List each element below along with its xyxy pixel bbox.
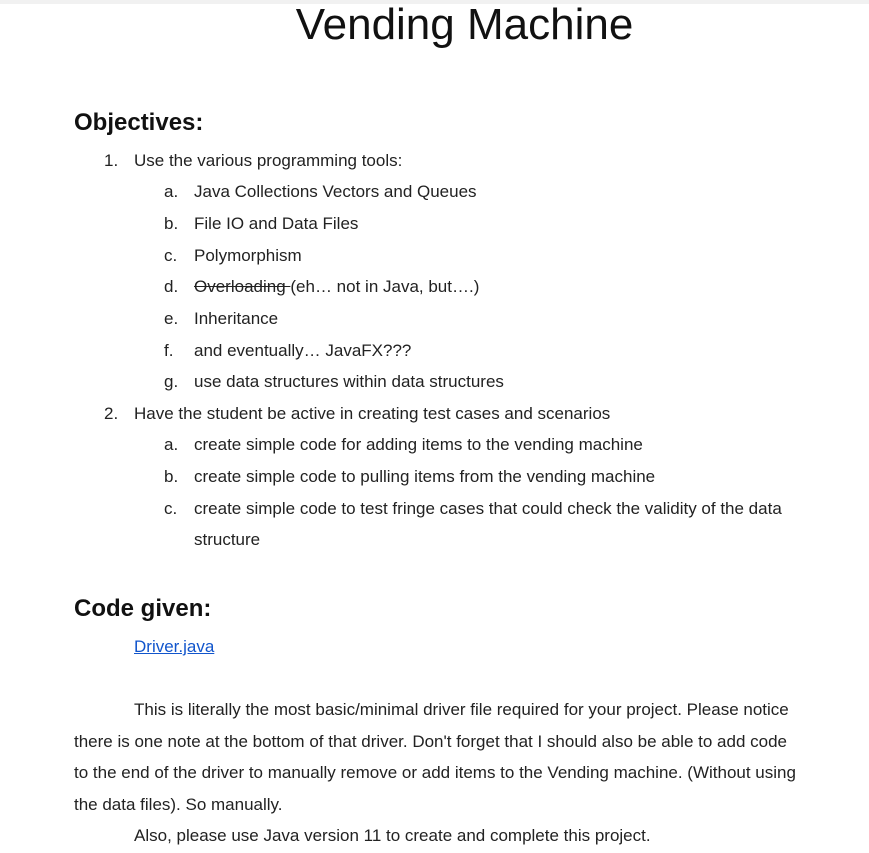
sub-list-item-text: create simple code to test fringe cases that could check the validity of the data: [194, 499, 782, 518]
sub-list-item-text: [194, 276, 479, 298]
driver-java-link[interactable]: Driver.java: [134, 637, 215, 656]
paragraph-line: there is one note at the bottom of that driver. Don't forget that I should also be able to add code: [74, 732, 787, 751]
list-marker: d.: [164, 277, 179, 296]
list-marker: 1.: [104, 151, 119, 170]
list-item-text: Have the student be active in creating test cases and scenarios: [134, 404, 611, 423]
sub-list-item-text: Java Collections Vectors and Queues: [194, 182, 477, 201]
list-marker: b.: [164, 467, 179, 486]
sub-list-item-text: create simple code to pulling items from the vending machine: [194, 467, 656, 486]
paragraph-line: to the end of the driver to manually remove or add items to the Vending machine. (Without using: [74, 763, 796, 782]
sub-list-item-text-continued: structure: [194, 530, 261, 549]
list-marker: c.: [164, 246, 178, 265]
sub-list-item-text: File IO and Data Files: [194, 214, 359, 233]
list-marker: a.: [164, 435, 179, 454]
sub-list-item-text: and eventually… JavaFX???: [194, 341, 412, 360]
list-marker: a.: [164, 182, 179, 201]
sub-list-item-text: use data structures within data structures: [194, 372, 504, 391]
document-title: Vending Machine: [295, 0, 634, 49]
paragraph-line: the data files). So manually.: [74, 795, 283, 814]
list-marker: e.: [164, 309, 179, 328]
list-marker: c.: [164, 499, 178, 518]
code-given-heading: Code given:: [74, 595, 212, 622]
remainder-text: (eh… not in Java, but….): [290, 277, 480, 296]
sub-list-item-text: Polymorphism: [194, 246, 302, 265]
list-marker: f.: [164, 341, 174, 360]
sub-list-item-text: Inheritance: [194, 309, 279, 328]
sub-list-item-text: create simple code for adding items to the vending machine: [194, 435, 643, 454]
java-version-paragraph: Also, please use Java version 11 to create and complete this project.: [134, 826, 651, 845]
objectives-heading: Objectives:: [74, 109, 204, 136]
strikethrough-text: Overloading: [194, 277, 291, 296]
list-marker: b.: [164, 214, 179, 233]
list-item-text: Use the various programming tools:: [134, 151, 403, 170]
paragraph-line: This is literally the most basic/minimal driver file required for your project. Please notice: [134, 700, 789, 719]
list-marker: g.: [164, 372, 179, 391]
list-marker: 2.: [104, 404, 119, 423]
